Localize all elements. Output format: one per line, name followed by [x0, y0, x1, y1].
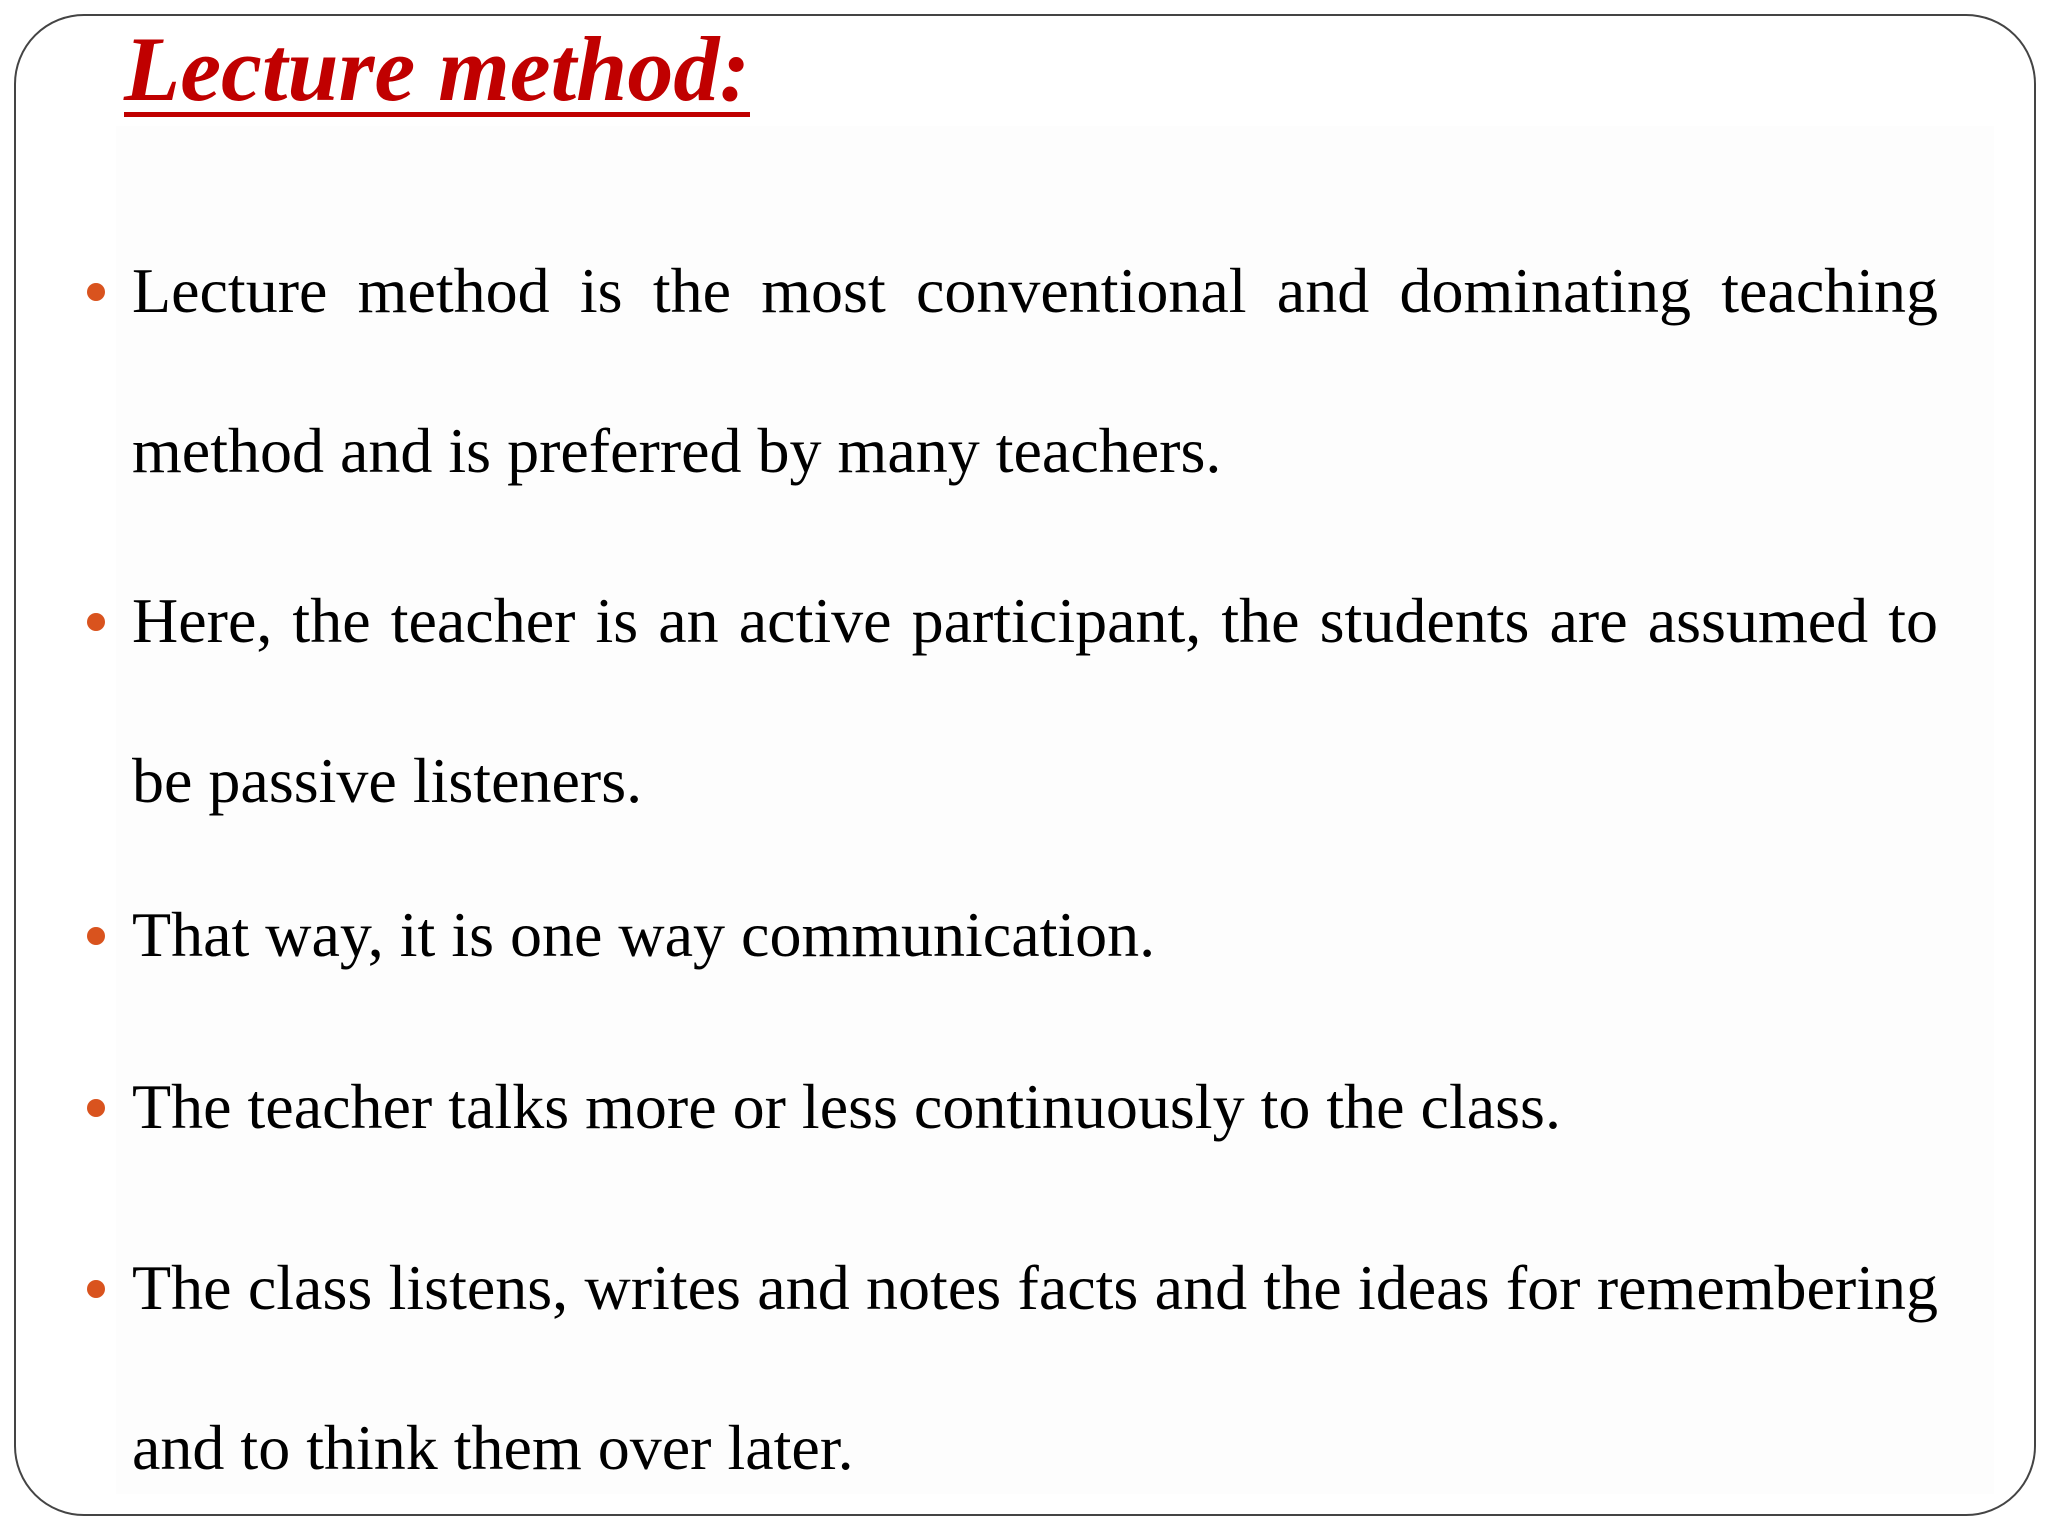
- bullet-item: [132, 1071, 1938, 1142]
- bullet-item: [132, 541, 1938, 861]
- bullet-list: [16, 16, 2034, 1514]
- bullet-text: The class listens, writes and notes facts and the ideas for remembering and to think them over later.: [132, 1252, 1938, 1483]
- bullet-item: [132, 899, 1938, 970]
- bullet-dot-icon: [87, 927, 105, 945]
- slide-title: Lecture method:: [124, 18, 750, 120]
- bullet-text: The teacher talks more or less continuously to the class.: [132, 1071, 1561, 1142]
- bullet-text: That way, it is one way communication.: [132, 899, 1156, 970]
- bullet-item: [132, 1208, 1938, 1516]
- bullet-text: Here, the teacher is an active participant, the students are assumed to be passive listeners.: [132, 585, 1938, 816]
- bullet-item: [132, 211, 1938, 531]
- bullet-dot-icon: [87, 1280, 105, 1298]
- bullet-text: Lecture method is the most conventional and dominating teaching method and is preferred by many teachers.: [132, 255, 1938, 486]
- bullet-dot-icon: [87, 613, 105, 631]
- slide: [14, 14, 2036, 1516]
- bullet-dot-icon: [87, 283, 105, 301]
- bullet-dot-icon: [87, 1099, 105, 1117]
